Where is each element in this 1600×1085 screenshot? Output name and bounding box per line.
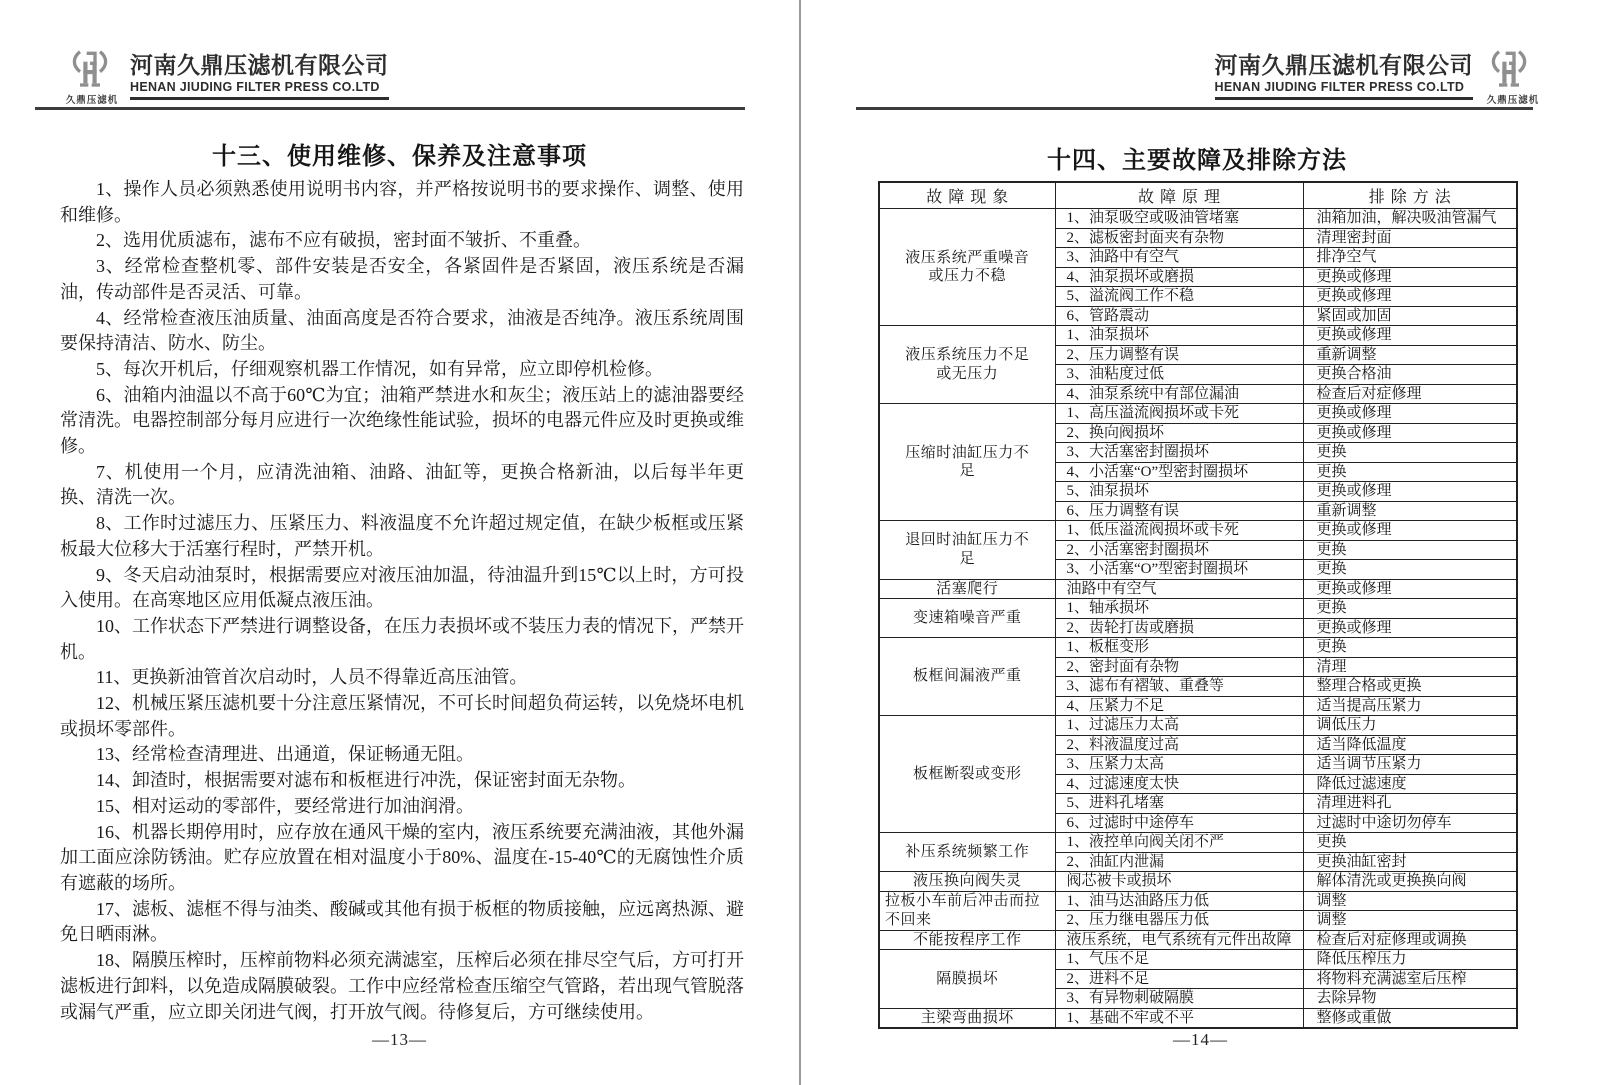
remedy-cell: 适当降低温度 [1303, 735, 1517, 755]
cause-cell: 3、小活塞“O”型密封圈损坏 [1055, 560, 1303, 580]
remedy-cell: 更换或修理 [1303, 579, 1517, 599]
paragraph: 5、每次开机后，仔细观察机器工作情况，如有异常，应立即停机检修。 [96, 358, 663, 379]
remedy-cell: 更换或修理 [1303, 326, 1517, 346]
cause-cell: 6、过滤时中途停车 [1055, 813, 1303, 833]
remedy-cell: 更换或修理 [1303, 618, 1517, 638]
table-row [879, 950, 1517, 970]
cause-cell: 6、压力调整有误 [1055, 501, 1303, 521]
cause-cell: 2、压力调整有误 [1055, 345, 1303, 365]
paragraph: 17、滤板、滤框不得与油类、酸碱或其他有损于板框的物质接触，应远离热源、避免日晒雨淋。 [60, 898, 744, 945]
company-header [1215, 52, 1474, 100]
phenomenon-cell: 板框间漏液严重 [879, 638, 1055, 716]
company-logo-icon [1489, 50, 1529, 90]
cause-cell: 1、低压溢流阀损坏或卡死 [1055, 521, 1303, 541]
remedy-cell: 解体清洗或更换换向阀 [1303, 872, 1517, 892]
paragraph: 1、操作人员必须熟悉使用说明书内容，并严格按说明书的要求操作、调整、使用和维修。 [60, 179, 744, 225]
remedy-cell: 重新调整 [1303, 501, 1517, 521]
page-right [801, 0, 1600, 1085]
cause-cell: 4、油泵损坏或磨损 [1055, 267, 1303, 287]
cause-cell: 3、压紧力太高 [1055, 755, 1303, 775]
remedy-cell: 整修或重做 [1303, 1008, 1517, 1028]
phenomenon-cell: 压缩时油缸压力不足 [879, 404, 1055, 521]
remedy-cell: 降低过滤速度 [1303, 774, 1517, 794]
remedy-cell: 更换 [1303, 560, 1517, 580]
table-row [879, 521, 1517, 541]
phenomenon-cell: 液压换向阀失灵 [879, 872, 1055, 892]
table-header-row [879, 182, 1517, 209]
cause-cell: 1、过滤压力太高 [1055, 716, 1303, 736]
company-name-cn: 河南久鼎压滤机有限公司 [130, 52, 389, 78]
phenomenon-cell: 隔膜损坏 [879, 950, 1055, 1009]
cause-cell: 1、液控单向阀关闭不严 [1055, 833, 1303, 853]
table-row [879, 209, 1517, 229]
remedy-cell: 将物料充满滤室后压榨 [1303, 969, 1517, 989]
remedy-cell: 更换油缸密封 [1303, 852, 1517, 872]
table-row [879, 891, 1517, 911]
remedy-cell: 整理合格或更换 [1303, 677, 1517, 697]
remedy-cell: 清理密封面 [1303, 228, 1517, 248]
cause-cell: 2、油缸内泄漏 [1055, 852, 1303, 872]
header-rule [856, 107, 1533, 110]
company-name-en: HENAN JIUDING FILTER PRESS CO.LTD [130, 80, 389, 100]
cause-cell: 4、过滤速度太快 [1055, 774, 1303, 794]
remedy-cell: 更换或修理 [1303, 521, 1517, 541]
cause-cell: 2、小活塞密封圈损坏 [1055, 540, 1303, 560]
cause-cell: 5、溢流阀工作不稳 [1055, 287, 1303, 307]
company-logo-icon [70, 50, 110, 90]
cause-cell: 1、高压溢流阀损坏或卡死 [1055, 404, 1303, 424]
cause-cell: 3、有异物刺破隔膜 [1055, 989, 1303, 1009]
chapter-title-14: 十四、主要故障及排除方法 [1047, 147, 1347, 174]
table-row [879, 638, 1517, 658]
cause-cell: 4、压紧力不足 [1055, 696, 1303, 716]
table-row [879, 1008, 1517, 1028]
remedy-cell: 更换或修理 [1303, 267, 1517, 287]
remedy-cell: 更换或修理 [1303, 423, 1517, 443]
remedy-cell: 调低压力 [1303, 716, 1517, 736]
remedy-cell: 过滤时中途切勿停车 [1303, 813, 1517, 833]
cause-cell: 阀芯被卡或损坏 [1055, 872, 1303, 892]
col-header-cause: 故障原理 [1055, 182, 1303, 209]
remedy-cell: 更换 [1303, 540, 1517, 560]
cause-cell: 油路中有空气 [1055, 579, 1303, 599]
remedy-cell: 更换或修理 [1303, 482, 1517, 502]
remedy-cell: 油箱加油，解决吸油管漏气 [1303, 209, 1517, 229]
cause-cell: 液压系统，电气系统有元件出故障 [1055, 930, 1303, 950]
table-row [879, 326, 1517, 346]
remedy-cell: 清理 [1303, 657, 1517, 677]
header-rule [35, 107, 745, 110]
remedy-cell: 更换 [1303, 833, 1517, 853]
phenomenon-cell: 液压系统压力不足或无压力 [879, 326, 1055, 404]
table-row [879, 404, 1517, 424]
paragraph: 9、冬天启动油泵时，根据需要应对液压油加温，待油温升到15℃以上时，方可投入使用。在高寒地区应用低凝点液压油。 [60, 564, 744, 611]
phenomenon-cell: 液压系统严重噪音或压力不稳 [879, 209, 1055, 326]
remedy-cell: 适当调节压紧力 [1303, 755, 1517, 775]
company-name-en: HENAN JIUDING FILTER PRESS CO.LTD [1215, 80, 1474, 100]
paragraph: 13、经常检查清理进、出通道，保证畅通无阻。 [96, 744, 474, 765]
paragraph: 15、相对运动的零部件，要经常进行加油润滑。 [96, 795, 474, 816]
fault-table [878, 181, 1518, 1029]
cause-cell: 2、滤板密封面夹有杂物 [1055, 228, 1303, 248]
paragraph: 8、工作时过滤压力、压紧压力、料液温度不允许超过规定值，在缺少板框或压紧板最大位移大于活塞行程时，严禁开机。 [60, 513, 744, 559]
cause-cell: 3、大活塞密封圈损坏 [1055, 443, 1303, 463]
cause-cell: 1、气压不足 [1055, 950, 1303, 970]
cause-cell: 6、管路震动 [1055, 306, 1303, 326]
phenomenon-cell: 主梁弯曲损坏 [879, 1008, 1055, 1028]
phenomenon-cell: 板框断裂或变形 [879, 716, 1055, 833]
page-left [0, 0, 799, 1085]
paragraph-list [60, 177, 744, 1025]
paragraph: 10、工作状态下严禁进行调整设备，在压力表损坏或不装压力表的情况下，严禁开机。 [60, 615, 744, 662]
cause-cell: 3、滤布有褶皱、重叠等 [1055, 677, 1303, 697]
paragraph: 16、机器长期停用时，应存放在通风干燥的室内，液压系统要充满油液，其他外漏加工面应涂防锈油。贮存应放置在相对温度小于80%、温度在-15-40℃的无腐蚀性介质有遮蔽的场所。 [60, 821, 744, 893]
remedy-cell: 更换合格油 [1303, 365, 1517, 385]
col-header-remedy: 排除方法 [1303, 182, 1517, 209]
logo-caption: 久鼎压滤机 [65, 95, 119, 106]
remedy-cell: 清理进料孔 [1303, 794, 1517, 814]
cause-cell: 5、进料孔堵塞 [1055, 794, 1303, 814]
paragraph: 2、选用优质滤布，滤布不应有破损，密封面不皱折、不重叠。 [96, 230, 591, 251]
phenomenon-cell: 拉板小车前后冲击而拉不回来 [879, 891, 1055, 930]
table-row [879, 833, 1517, 853]
cause-cell: 4、油泵系统中有部位漏油 [1055, 384, 1303, 404]
remedy-cell: 更换 [1303, 443, 1517, 463]
phenomenon-cell: 退回时油缸压力不足 [879, 521, 1055, 580]
logo-caption: 久鼎压滤机 [1486, 95, 1540, 106]
cause-cell: 2、齿轮打齿或磨损 [1055, 618, 1303, 638]
table-row [879, 599, 1517, 619]
phenomenon-cell: 活塞爬行 [879, 579, 1055, 599]
phenomenon-cell: 补压系统频繁工作 [879, 833, 1055, 872]
remedy-cell: 检查后对症修理或调换 [1303, 930, 1517, 950]
company-name-cn: 河南久鼎压滤机有限公司 [1214, 52, 1473, 78]
cause-cell: 1、油马达油路压力低 [1055, 891, 1303, 911]
paragraph: 6、油箱内油温以不高于60℃为宜；油箱严禁进水和灰尘；液压站上的滤油器要经常清洗。电器控制部分每月应进行一次绝缘性能试验，损坏的电器元件应及时更换或维修。 [60, 384, 744, 457]
cause-cell: 2、压力继电器压力低 [1055, 911, 1303, 931]
remedy-cell: 去除异物 [1303, 989, 1517, 1009]
cause-cell: 1、油泵吸空或吸油管堵塞 [1055, 209, 1303, 229]
remedy-cell: 适当提高压紧力 [1303, 696, 1517, 716]
table-row [879, 579, 1517, 599]
remedy-cell: 更换 [1303, 599, 1517, 619]
paragraph: 12、机械压紧压滤机要十分注意压紧情况，不可长时间超负荷运转，以免烧坏电机或损坏零部件。 [60, 693, 744, 739]
paragraph: 3、经常检查整机零、部件安装是否安全，各紧固件是否紧固，液压系统是否漏油，传动部件是否灵活、可靠。 [60, 256, 744, 302]
cause-cell: 2、密封面有杂物 [1055, 657, 1303, 677]
paragraph: 14、卸渣时，根据需要对滤布和板框进行冲洗，保证密封面无杂物。 [96, 770, 636, 791]
remedy-cell: 调整 [1303, 911, 1517, 931]
cause-cell: 1、板框变形 [1055, 638, 1303, 658]
cause-cell: 3、油粘度过低 [1055, 365, 1303, 385]
cause-cell: 1、油泵损坏 [1055, 326, 1303, 346]
col-header-phenomenon: 故障现象 [879, 182, 1055, 209]
phenomenon-cell: 变速箱噪音严重 [879, 599, 1055, 638]
cause-cell: 5、油泵损坏 [1055, 482, 1303, 502]
chapter-title-13: 十三、使用维修、保养及注意事项 [212, 143, 587, 170]
cause-cell: 2、进料不足 [1055, 969, 1303, 989]
page-number-13: —13— [372, 1030, 427, 1049]
company-header [130, 52, 389, 100]
remedy-cell: 更换或修理 [1303, 404, 1517, 424]
cause-cell: 4、小活塞“O”型密封圈损坏 [1055, 462, 1303, 482]
remedy-cell: 检查后对症修理 [1303, 384, 1517, 404]
table-row [879, 930, 1517, 950]
table-row [879, 872, 1517, 892]
cause-cell: 1、基础不牢或不平 [1055, 1008, 1303, 1028]
table-row [879, 716, 1517, 736]
page-number-14: —14— [1173, 1030, 1228, 1049]
remedy-cell: 更换 [1303, 462, 1517, 482]
paragraph: 4、经常检查液压油质量、油面高度是否符合要求，油液是否纯净。液压系统周围要保持清洁、防水、防尘。 [60, 307, 744, 354]
remedy-cell: 排净空气 [1303, 248, 1517, 268]
phenomenon-cell: 不能按程序工作 [879, 930, 1055, 950]
paragraph: 7、机使用一个月，应清洗油箱、油路、油缸等，更换合格新油，以后每半年更换、清洗一次。 [60, 461, 744, 508]
remedy-cell: 降低压榨压力 [1303, 950, 1517, 970]
remedy-cell: 更换 [1303, 638, 1517, 658]
cause-cell: 2、料液温度过高 [1055, 735, 1303, 755]
cause-cell: 3、油路中有空气 [1055, 248, 1303, 268]
remedy-cell: 更换或修理 [1303, 287, 1517, 307]
cause-cell: 1、轴承损坏 [1055, 599, 1303, 619]
paragraph: 11、更换新油管首次启动时，人员不得靠近高压油管。 [96, 667, 528, 688]
paragraph: 18、隔膜压榨时，压榨前物料必须充满滤室，压榨后必须在排尽空气后，方可打开滤板进行卸料，以免造成隔膜破裂。工作中应经常检查压缩空气管路，若出现气管脱落或漏气严重，应立即关闭进气阀，打开放气阀。待修复后，方可继续使用。 [60, 950, 744, 1022]
remedy-cell: 紧固或加固 [1303, 306, 1517, 326]
remedy-cell: 调整 [1303, 891, 1517, 911]
cause-cell: 2、换向阀损坏 [1055, 423, 1303, 443]
fault-table-body [879, 209, 1517, 1029]
remedy-cell: 重新调整 [1303, 345, 1517, 365]
